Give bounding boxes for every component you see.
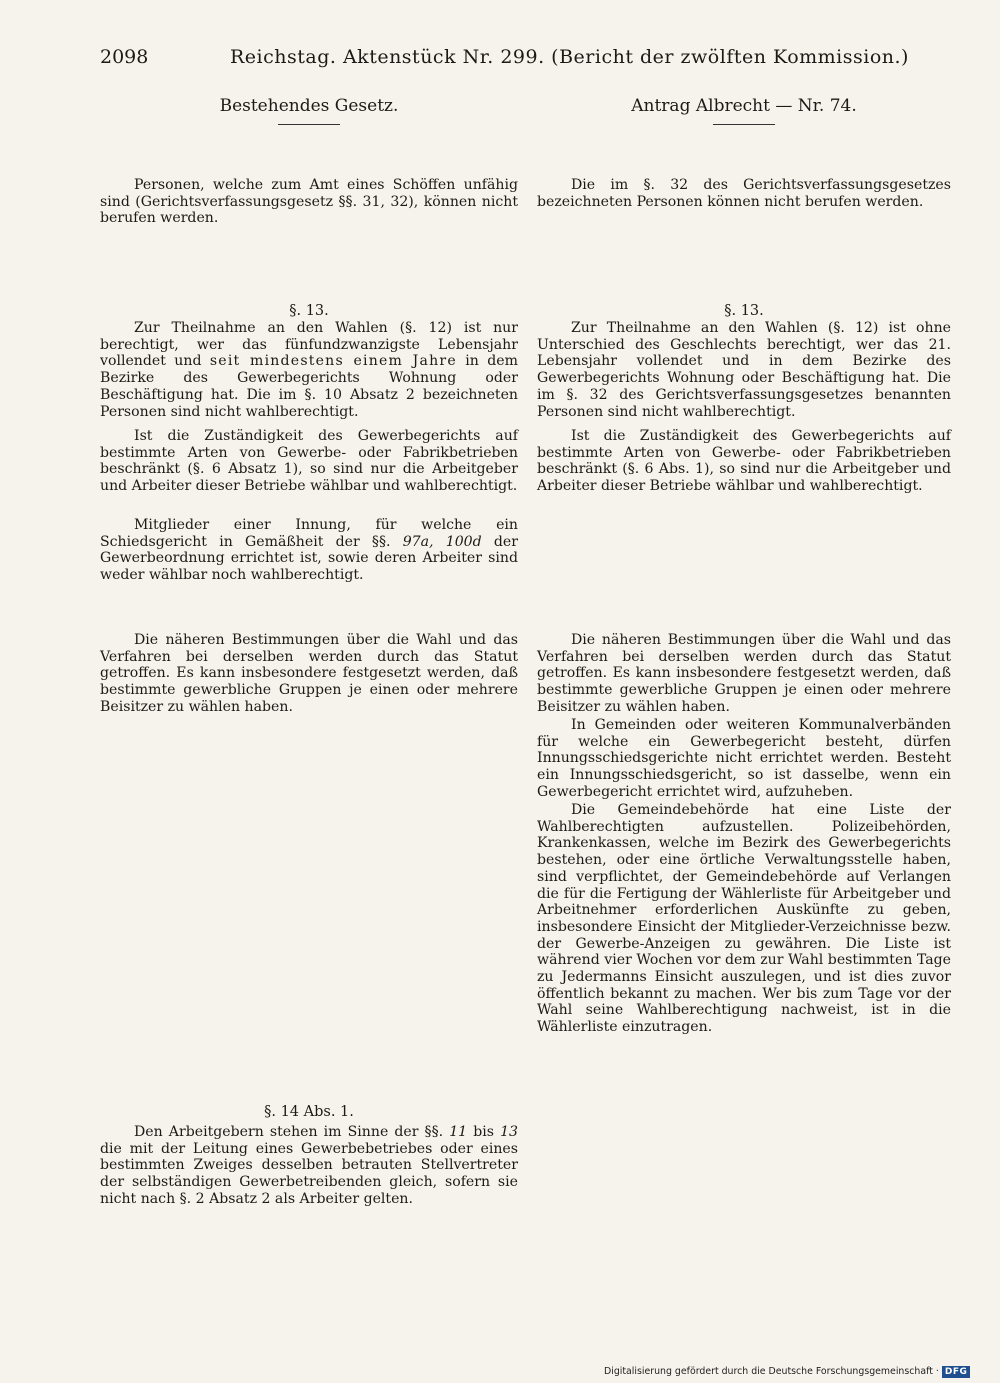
section-reference: 97a, 100d: [402, 533, 482, 550]
page-header: [100, 40, 950, 74]
left-section-14-heading: §. 14 Abs. 1.: [264, 1104, 354, 1120]
page-number: 2098: [100, 46, 149, 68]
right-section-13-heading: §. 13.: [724, 303, 764, 319]
emphasis-text: seit mindestens einem Jahre: [209, 353, 457, 370]
left-s13-paragraph-3: Mitglieder einer Innung, für welche ein Schiedsgericht in Gemäßheit der §§. 97a, 100d der Gewerbeordnung errichtet ist, sowie deren Arbeiter sind weder wählbar noch wahlberechtigt.: [100, 517, 518, 584]
right-s13-paragraph-1: Zur Theilnahme an den Wahlen (§. 12) ist ohne Unterschied des Geschlechts berechtigt, wer das 21. Lebensjahr vollendet und in dem Bezirke des Gewerbegerichts Wohnung oder Beschäftigung hat. Die im §. 32 des Gerichtsverfassungsgesetzes benannten Personen sind nicht wahlberechtigt.: [537, 320, 951, 420]
right-s13-paragraph-4: In Gemeinden oder weiteren Kommunalverbänden für welche ein Gewerbegericht besteht, dürfen Innungsschiedsgerichte nicht errichtet werden. Besteht ein Innungsschiedsgericht, so ist dasselbe, wenn ein Gewerbegericht errichtet wird, aufzuheben.: [537, 717, 951, 800]
left-s13-paragraph-1: Zur Theilnahme an den Wahlen (§. 12) ist nur berechtigt, wer das fünfundzwanzigste Lebensjahr vollendet und seit mindestens einem Jahre in dem Bezirke des Gewerbegerichts Wohnung oder Beschäftigung hat. Die im §. 10 Absatz 2 bezeichneten Personen sind nicht wahlberechtigt.: [100, 320, 519, 420]
left-s14-paragraph-1: Den Arbeitgebern stehen im Sinne der §§. 11 bis 13 die mit der Leitung eines Gewerbebetriebes oder eines bestimmten Zweiges desselben betrauten Stellvertreter der selbständigen Gewerbetreibenden gleich, sofern sie nicht nach §. 2 Absatz 2 als Arbeiter gelten.: [100, 1124, 518, 1207]
right-column-title: Antrag Albrecht — Nr. 74.: [631, 96, 857, 116]
right-intro-paragraph: Die im §. 32 des Gerichtsverfassungsgesetzes bezeichneten Personen können nicht berufen werden.: [537, 177, 951, 210]
right-title-rule: [713, 124, 775, 125]
left-section-13-heading: §. 13.: [289, 303, 329, 319]
section-reference: 11: [449, 1124, 468, 1140]
right-s13-paragraph-3: Die näheren Bestimmungen über die Wahl und das Verfahren bei derselben werden durch das Statut getroffen. Es kann insbesondere festgesetzt werden, daß bestimmte gewerbliche Gruppen je einen oder mehrere Beisitzer zu wählen haben.: [537, 632, 951, 715]
dfg-logo: DFG: [942, 1366, 971, 1378]
left-intro-paragraph: Personen, welche zum Amt eines Schöffen unfähig sind (Gerichtsverfassungsgesetz §§. 31, 32), können nicht berufen werden.: [100, 177, 518, 227]
right-s13-paragraph-2: Ist die Zuständigkeit des Gewerbegerichts auf bestimmte Arten von Gewerbe- oder Fabrikbetrieben beschränkt (§. 6 Abs. 1), so sind nur die Arbeitgeber und Arbeiter dieser Betriebe wählbar und wahlberechtigt.: [537, 428, 951, 495]
digitization-credit: [604, 1364, 994, 1380]
left-column-title: Bestehendes Gesetz.: [219, 96, 399, 116]
left-title-rule: [278, 124, 340, 125]
right-s13-paragraph-5: Die Gemeindebehörde hat eine Liste der Wahlberechtigten aufzustellen. Polizeibehörden, Krankenkassen, welche im Bezirk des Gewerbegerichts bestehen, oder eine örtliche Verwaltungsstelle haben, sind verpflichtet, der Gemeindebehörde auf Verlangen die für die Fertigung der Wählerliste für Arbeitgeber und Arbeitnehmer erforderlichen Auskünfte zu geben, insbesondere Einsicht der Mitglieder-Verzeichnisse bezw. der Gewerbe-Anzeigen zu gewähren. Die Liste ist während vier Wochen vor dem zur Wahl bestimmten Tage zu Jedermanns Einsicht auszulegen, und ist dies zuvor öffentlich bekannt zu machen. Wer bis zum Tage vor der Wahl seine Wahlberechtigung nachweist, ist in die Wählerliste einzutragen.: [537, 802, 951, 1036]
section-reference: 13: [500, 1124, 518, 1140]
left-s13-paragraph-4: Die näheren Bestimmungen über die Wahl und das Verfahren bei derselben werden durch das Statut getroffen. Es kann insbesondere festgesetzt werden, daß bestimmte gewerbliche Gruppen je einen oder mehrere Beisitzer zu wählen haben.: [100, 632, 518, 715]
left-s13-paragraph-2: Ist die Zuständigkeit des Gewerbegerichts auf bestimmte Arten von Gewerbe- oder Fabrikbetrieben beschränkt (§. 6 Absatz 1), so sind nur die Arbeitgeber und Arbeiter dieser Betriebe wählbar und wahlberechtigt.: [100, 428, 518, 495]
running-title: Reichstag. Aktenstück Nr. 299. (Bericht der zwölften Kommission.): [230, 46, 909, 68]
credit-text: Digitalisierung gefördert durch die Deutsche Forschungsgemeinschaft ·: [604, 1366, 939, 1377]
